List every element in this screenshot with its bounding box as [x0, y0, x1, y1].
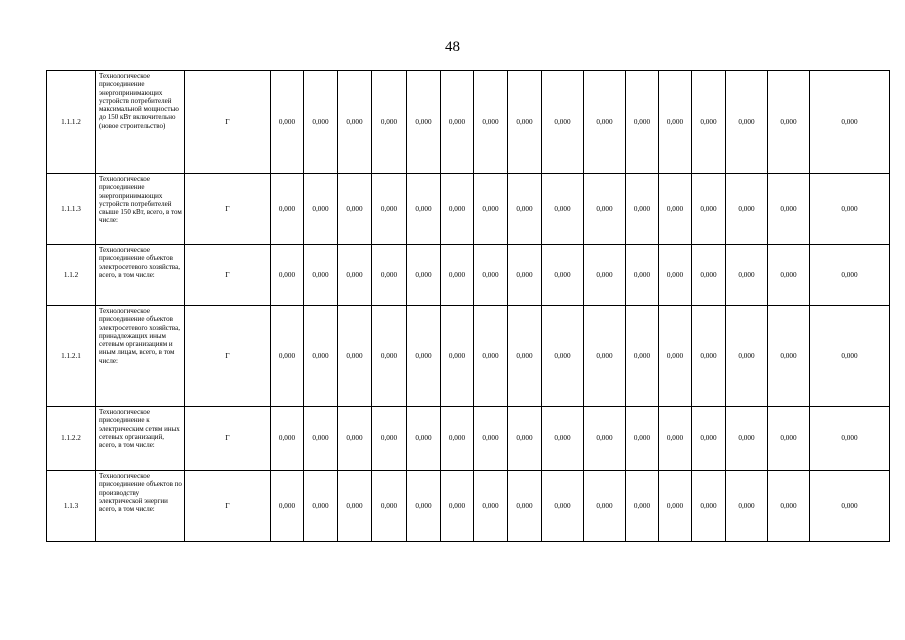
value-cell: 0,000 [626, 71, 659, 174]
value-cell: 0,000 [271, 245, 304, 306]
value-cell: 0,000 [542, 245, 584, 306]
value-cell: 0,000 [810, 471, 890, 542]
table-row [47, 306, 890, 407]
value-cell: 0,000 [542, 407, 584, 471]
value-cell: 0,000 [508, 71, 542, 174]
value-cell: 0,000 [692, 471, 726, 542]
value-cell: 0,000 [659, 407, 692, 471]
value-cell: 0,000 [338, 407, 372, 471]
value-cell: 0,000 [626, 245, 659, 306]
value-cell: 0,000 [304, 174, 338, 245]
value-cell: 0,000 [407, 471, 441, 542]
value-cell: 0,000 [474, 407, 508, 471]
value-cell: 0,000 [441, 71, 474, 174]
value-cell: 0,000 [659, 306, 692, 407]
value-cell: 0,000 [338, 471, 372, 542]
value-cell: 0,000 [508, 174, 542, 245]
value-cell: 0,000 [810, 407, 890, 471]
value-cell: 0,000 [474, 174, 508, 245]
value-cell: 0,000 [584, 245, 626, 306]
row-code: 1.1.3 [47, 471, 96, 542]
table-row [47, 174, 890, 245]
table-row [47, 245, 890, 306]
value-cell: 0,000 [407, 407, 441, 471]
row-unit: Г [185, 174, 271, 245]
value-cell: 0,000 [441, 471, 474, 542]
value-cell: 0,000 [304, 245, 338, 306]
value-cell: 0,000 [659, 174, 692, 245]
value-cell: 0,000 [338, 71, 372, 174]
value-cell: 0,000 [338, 306, 372, 407]
value-cell: 0,000 [271, 174, 304, 245]
value-cell: 0,000 [726, 407, 768, 471]
value-cell: 0,000 [407, 306, 441, 407]
investment-program-table [46, 70, 890, 542]
value-cell: 0,000 [659, 471, 692, 542]
row-name: Технологическое присоединение энергопринимающих устройств потребителей максимальной мощностью до 150 кВт включительно (новое строительство) [96, 71, 185, 174]
value-cell: 0,000 [584, 471, 626, 542]
value-cell: 0,000 [441, 174, 474, 245]
value-cell: 0,000 [542, 306, 584, 407]
value-cell: 0,000 [692, 71, 726, 174]
row-name: Технологическое присоединение энергопринимающих устройств потребителей свыше 150 кВт, всего, в том числе: [96, 174, 185, 245]
value-cell: 0,000 [768, 174, 810, 245]
value-cell: 0,000 [726, 71, 768, 174]
value-cell: 0,000 [692, 245, 726, 306]
value-cell: 0,000 [271, 306, 304, 407]
row-unit: Г [185, 71, 271, 174]
value-cell: 0,000 [372, 471, 407, 542]
value-cell: 0,000 [768, 306, 810, 407]
value-cell: 0,000 [474, 306, 508, 407]
value-cell: 0,000 [441, 306, 474, 407]
value-cell: 0,000 [810, 306, 890, 407]
value-cell: 0,000 [726, 306, 768, 407]
row-name: Технологическое присоединение объектов электросетевого хозяйства, принадлежащих иным сетевым организациям и иным лицам, всего, в том числе: [96, 306, 185, 407]
value-cell: 0,000 [768, 407, 810, 471]
value-cell: 0,000 [304, 306, 338, 407]
row-name: Технологическое присоединение объектов по производству электрической энергии всего, в том числе: [96, 471, 185, 542]
value-cell: 0,000 [508, 407, 542, 471]
value-cell: 0,000 [338, 174, 372, 245]
value-cell: 0,000 [474, 245, 508, 306]
value-cell: 0,000 [626, 471, 659, 542]
value-cell: 0,000 [810, 245, 890, 306]
value-cell: 0,000 [407, 174, 441, 245]
table-row [47, 471, 890, 542]
value-cell: 0,000 [304, 71, 338, 174]
value-cell: 0,000 [474, 471, 508, 542]
value-cell: 0,000 [626, 174, 659, 245]
page-number: 48 [445, 39, 460, 55]
row-name: Технологическое присоединение к электрическим сетям иных сетевых организаций, всего, в том числе: [96, 407, 185, 471]
table-row [47, 407, 890, 471]
value-cell: 0,000 [304, 471, 338, 542]
value-cell: 0,000 [508, 471, 542, 542]
value-cell: 0,000 [372, 306, 407, 407]
value-cell: 0,000 [692, 174, 726, 245]
value-cell: 0,000 [407, 71, 441, 174]
row-code: 1.1.2 [47, 245, 96, 306]
value-cell: 0,000 [542, 471, 584, 542]
value-cell: 0,000 [659, 245, 692, 306]
table-row [47, 71, 890, 174]
value-cell: 0,000 [271, 407, 304, 471]
value-cell: 0,000 [271, 471, 304, 542]
row-code: 1.1.1.2 [47, 71, 96, 174]
row-code: 1.1.2.2 [47, 407, 96, 471]
value-cell: 0,000 [372, 245, 407, 306]
value-cell: 0,000 [441, 407, 474, 471]
value-cell: 0,000 [768, 245, 810, 306]
value-cell: 0,000 [768, 71, 810, 174]
value-cell: 0,000 [542, 71, 584, 174]
value-cell: 0,000 [692, 407, 726, 471]
value-cell: 0,000 [372, 174, 407, 245]
value-cell: 0,000 [810, 174, 890, 245]
row-unit: Г [185, 245, 271, 306]
value-cell: 0,000 [659, 71, 692, 174]
row-unit: Г [185, 407, 271, 471]
value-cell: 0,000 [584, 407, 626, 471]
row-code: 1.1.1.3 [47, 174, 96, 245]
value-cell: 0,000 [304, 407, 338, 471]
value-cell: 0,000 [626, 407, 659, 471]
row-name: Технологическое присоединение объектов электросетевого хозяйства, всего, в том числе: [96, 245, 185, 306]
value-cell: 0,000 [584, 71, 626, 174]
value-cell: 0,000 [271, 71, 304, 174]
value-cell: 0,000 [584, 174, 626, 245]
value-cell: 0,000 [768, 471, 810, 542]
value-cell: 0,000 [692, 306, 726, 407]
value-cell: 0,000 [441, 245, 474, 306]
value-cell: 0,000 [810, 71, 890, 174]
value-cell: 0,000 [372, 71, 407, 174]
value-cell: 0,000 [726, 471, 768, 542]
row-unit: Г [185, 306, 271, 407]
row-unit: Г [185, 471, 271, 542]
value-cell: 0,000 [626, 306, 659, 407]
value-cell: 0,000 [542, 174, 584, 245]
value-cell: 0,000 [584, 306, 626, 407]
value-cell: 0,000 [338, 245, 372, 306]
value-cell: 0,000 [474, 71, 508, 174]
value-cell: 0,000 [407, 245, 441, 306]
row-code: 1.1.2.1 [47, 306, 96, 407]
value-cell: 0,000 [372, 407, 407, 471]
value-cell: 0,000 [508, 245, 542, 306]
value-cell: 0,000 [726, 245, 768, 306]
value-cell: 0,000 [508, 306, 542, 407]
value-cell: 0,000 [726, 174, 768, 245]
